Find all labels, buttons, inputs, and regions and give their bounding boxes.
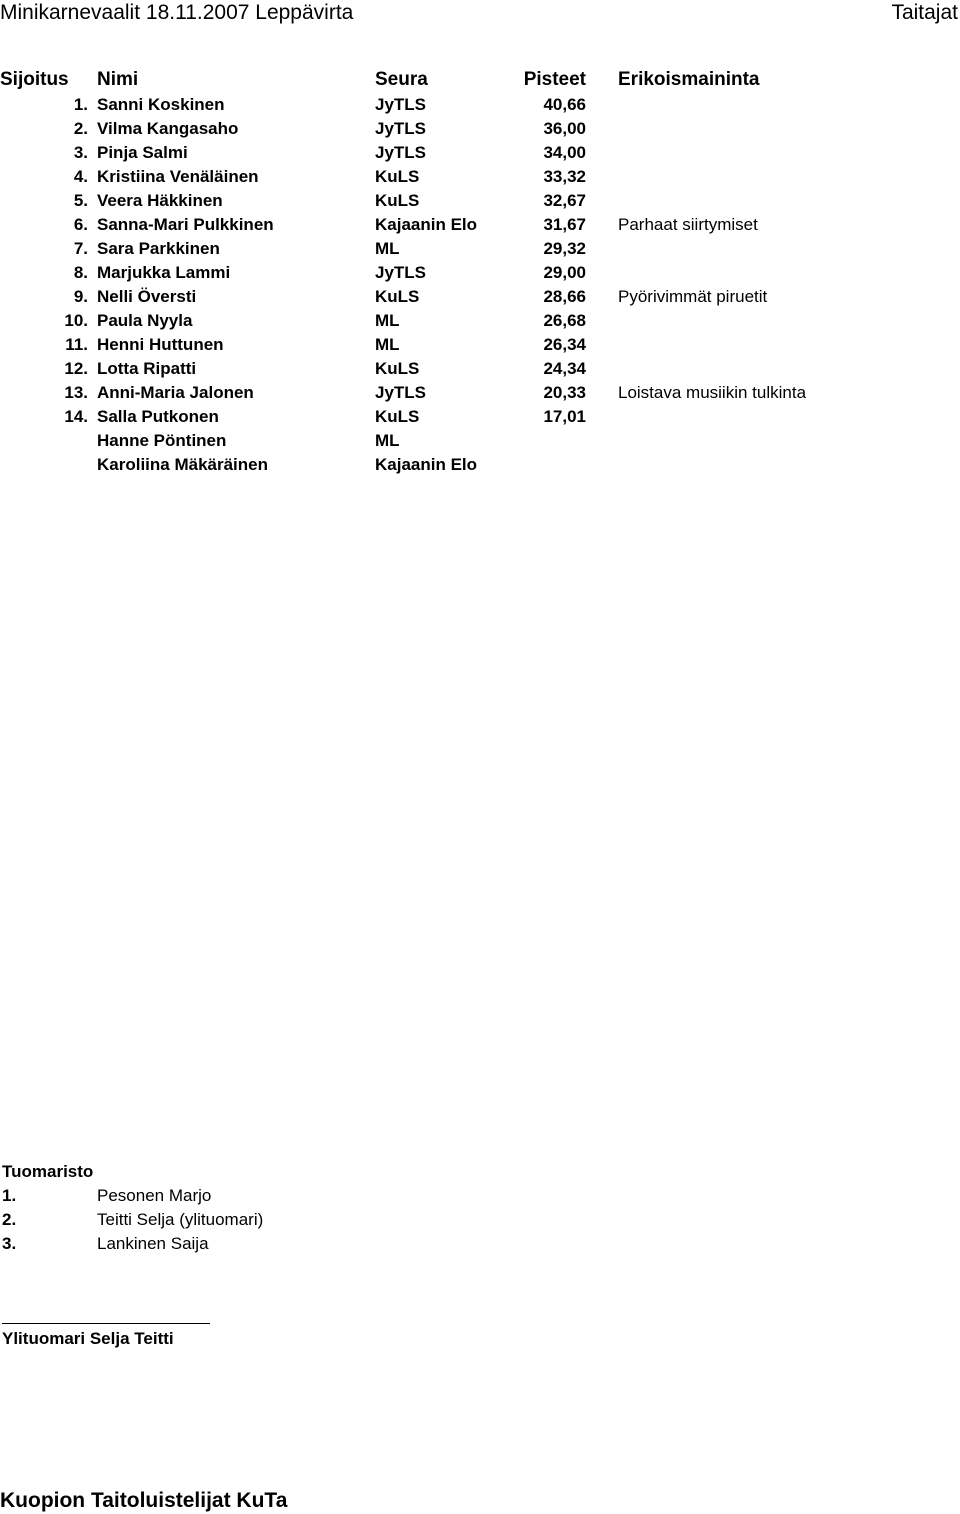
club-cell: JyTLS xyxy=(375,263,427,282)
name-cell: Kristiina Venäläinen xyxy=(97,167,259,186)
jury-section xyxy=(2,1160,602,1256)
points-cell: 32,67 xyxy=(543,191,586,210)
name-cell: Sanna-Mari Pulkkinen xyxy=(97,215,274,234)
name-cell: Pinja Salmi xyxy=(97,143,188,162)
table-row xyxy=(0,429,960,453)
club-cell: Kajaanin Elo xyxy=(375,215,478,234)
column-header-club: Seura xyxy=(375,69,428,90)
jury-member-number: 2. xyxy=(2,1210,17,1229)
points-cell: 33,32 xyxy=(543,167,586,186)
club-cell: KuLS xyxy=(375,191,420,210)
rank-cell: 10. xyxy=(64,311,88,330)
table-row xyxy=(0,285,960,309)
rank-cell: 11. xyxy=(65,335,88,354)
rank-cell: 6. xyxy=(73,215,88,234)
table-row xyxy=(0,261,960,285)
club-cell: ML xyxy=(375,239,400,258)
table-row xyxy=(0,309,960,333)
name-cell: Vilma Kangasaho xyxy=(97,119,239,138)
name-cell: Henni Huttunen xyxy=(97,335,224,354)
points-cell: 24,34 xyxy=(543,359,586,378)
points-cell: 26,34 xyxy=(543,335,586,354)
club-cell: JyTLS xyxy=(375,95,427,114)
points-cell: 36,00 xyxy=(543,119,586,138)
column-header-points: Pisteet xyxy=(523,69,586,90)
rank-cell: 9. xyxy=(73,287,88,306)
club-cell: JyTLS xyxy=(375,143,427,162)
table-row xyxy=(0,333,960,357)
note-cell: Loistava musiikin tulkinta xyxy=(618,383,807,402)
table-row xyxy=(0,237,960,261)
table-row xyxy=(0,453,960,477)
table-row xyxy=(0,165,960,189)
column-header-name: Nimi xyxy=(97,69,139,90)
club-cell: Kajaanin Elo xyxy=(375,455,478,474)
points-cell: 40,66 xyxy=(543,95,586,114)
jury-member xyxy=(2,1184,602,1208)
jury-member xyxy=(2,1208,602,1232)
club-cell: JyTLS xyxy=(375,119,427,138)
name-cell: Sara Parkkinen xyxy=(97,239,220,258)
points-cell: 20,33 xyxy=(543,383,586,402)
name-cell: Veera Häkkinen xyxy=(97,191,223,210)
rank-cell: 1. xyxy=(73,95,88,114)
table-row xyxy=(0,357,960,381)
note-cell: Parhaat siirtymiset xyxy=(618,215,758,234)
club-cell: ML xyxy=(375,431,400,450)
table-body xyxy=(0,93,960,477)
note-cell: Pyörivimmät piruetit xyxy=(618,287,768,306)
points-cell: 17,01 xyxy=(543,407,586,426)
name-cell: Sanni Koskinen xyxy=(97,95,225,114)
rank-cell: 5. xyxy=(73,191,88,210)
name-cell: Karoliina Mäkäräinen xyxy=(97,455,269,474)
jury-member-name: Lankinen Saija xyxy=(97,1234,209,1253)
name-cell: Salla Putkonen xyxy=(97,407,219,426)
table-row xyxy=(0,93,960,117)
name-cell: Lotta Ripatti xyxy=(97,359,197,378)
jury-list xyxy=(2,1184,602,1256)
rank-cell: 14. xyxy=(64,407,88,426)
club-cell: ML xyxy=(375,311,400,330)
name-cell: Anni-Maria Jalonen xyxy=(97,383,254,402)
table-row xyxy=(0,381,960,405)
document-title: Minikarnevaalit 18.11.2007 Leppävirta xyxy=(0,1,354,24)
signature-text: Ylituomari Selja Teitti xyxy=(2,1329,174,1348)
club-cell: KuLS xyxy=(375,407,420,426)
jury-member-name: Teitti Selja (ylituomari) xyxy=(97,1210,264,1229)
rank-cell: 2. xyxy=(73,119,88,138)
rank-cell: 12. xyxy=(64,359,88,378)
column-header-rank: Sijoitus xyxy=(0,69,69,90)
jury-member xyxy=(2,1232,602,1256)
points-cell: 26,68 xyxy=(543,311,586,330)
jury-member-name: Pesonen Marjo xyxy=(97,1186,212,1205)
points-cell: 29,00 xyxy=(543,263,586,282)
points-cell: 31,67 xyxy=(543,215,586,234)
club-cell: KuLS xyxy=(375,359,420,378)
club-cell: KuLS xyxy=(375,287,420,306)
rank-cell: 13. xyxy=(64,383,88,402)
jury-member-number: 3. xyxy=(2,1234,17,1253)
name-cell: Hanne Pöntinen xyxy=(97,431,227,450)
club-cell: KuLS xyxy=(375,167,420,186)
table-row xyxy=(0,117,960,141)
points-cell: 28,66 xyxy=(543,287,586,306)
table-row xyxy=(0,141,960,165)
club-cell: JyTLS xyxy=(375,383,427,402)
rank-cell: 3. xyxy=(73,143,88,162)
rank-cell: 8. xyxy=(73,263,88,282)
rank-cell: 7. xyxy=(73,239,88,258)
jury-member-number: 1. xyxy=(2,1186,17,1205)
category-label: Taitajat xyxy=(891,1,958,24)
points-cell: 34,00 xyxy=(543,143,586,162)
jury-title: Tuomaristo xyxy=(2,1162,94,1181)
name-cell: Nelli Översti xyxy=(97,287,197,306)
table-row xyxy=(0,189,960,213)
table-header-row xyxy=(0,66,960,93)
table-row xyxy=(0,405,960,429)
name-cell: Paula Nyyla xyxy=(97,311,193,330)
name-cell: Marjukka Lammi xyxy=(97,263,231,282)
club-cell: ML xyxy=(375,335,400,354)
rank-cell: 4. xyxy=(73,167,88,186)
footer-organizer: Kuopion Taitoluistelijat KuTa xyxy=(0,1489,288,1512)
column-header-note: Erikoismaininta xyxy=(618,69,760,90)
signature-line xyxy=(2,1323,210,1324)
results-table xyxy=(0,66,960,477)
table-row xyxy=(0,213,960,237)
points-cell: 29,32 xyxy=(543,239,586,258)
